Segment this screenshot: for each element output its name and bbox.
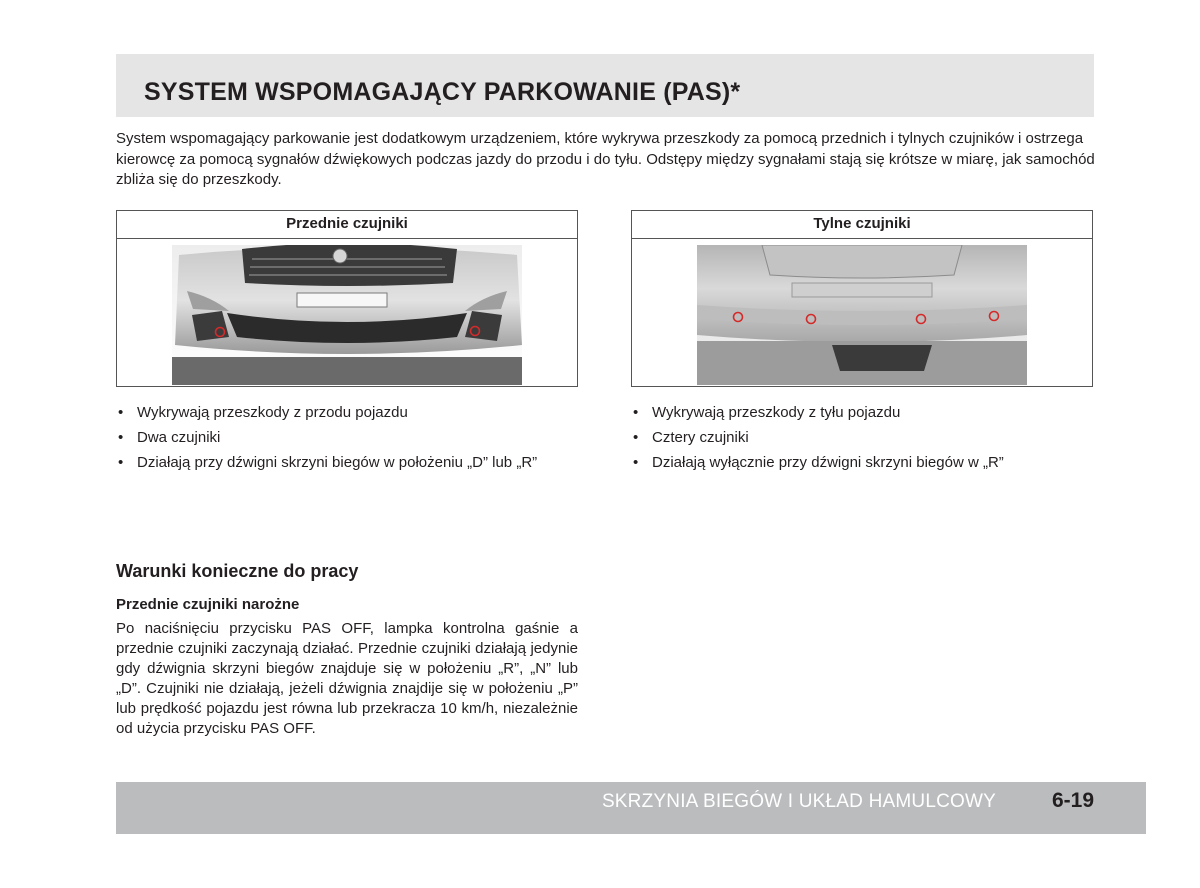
list-item: • Wykrywają przeszkody z przodu pojazdu [116, 400, 537, 425]
list-item: • Dwa czujniki [116, 425, 537, 450]
conditions-paragraph: Po naciśnięciu przycisku PAS OFF, lampka kontrolna gaśnie a przednie czujniki zaczynają działać. Przednie czujniki działają jedynie gdy dźwignia skrzyni biegów znajduje się w położeniu „R”, „N” lub „D”. Czujniki nie działają, jeżeli dźwignia znajdije się w położeniu „P” lub prędkość pojazdu jest równa lub przekracza 10 km/h, niezależnie od użycia przycisku PAS OFF. [116, 620, 578, 737]
subheading: Przednie czujniki narożne [116, 596, 300, 613]
list-item: • Działają wyłącznie przy dźwigni skrzyni biegów w „R” [631, 450, 1004, 475]
car-front-photo [117, 245, 577, 385]
page-title: SYSTEM WSPOMAGAJĄCY PARKOWANIE (PAS)* [144, 78, 741, 106]
front-sensors-panel [116, 210, 578, 387]
rear-sensors-panel [631, 210, 1093, 387]
front-sensor-list [116, 400, 537, 475]
rear-sensor-list [631, 400, 1004, 475]
front-panel-title: Przednie czujniki [117, 211, 577, 239]
intro-paragraph: System wspomagający parkowanie jest dodatkowym urządzeniem, które wykrywa przeszkody za pomocą przednich i tylnych czujników i ostrzega kierowcę za pomocą sygnałów dźwiękowych podczas jazdy do przodu i do tyłu. Odstępy między sygnałami stają się krótsze w miarę, jak samochód zbliża się do przeszkody. [116, 130, 1095, 188]
rear-panel-title: Tylne czujniki [632, 211, 1092, 239]
car-rear-photo [632, 245, 1092, 385]
footer-bar [116, 782, 1146, 834]
section-title: Warunki konieczne do pracy [116, 561, 359, 581]
page-number: 6-19 [1051, 789, 1094, 812]
list-item: • Cztery czujniki [631, 425, 1004, 450]
title-bar [116, 54, 1094, 117]
list-item: • Działają przy dźwigni skrzyni biegów w położeniu „D” lub „R” [116, 450, 537, 475]
chapter-title: SKRZYNIA BIEGÓW I UKŁAD HAMULCOWY [601, 791, 996, 812]
list-item: • Wykrywają przeszkody z tyłu pojazdu [631, 400, 1004, 425]
